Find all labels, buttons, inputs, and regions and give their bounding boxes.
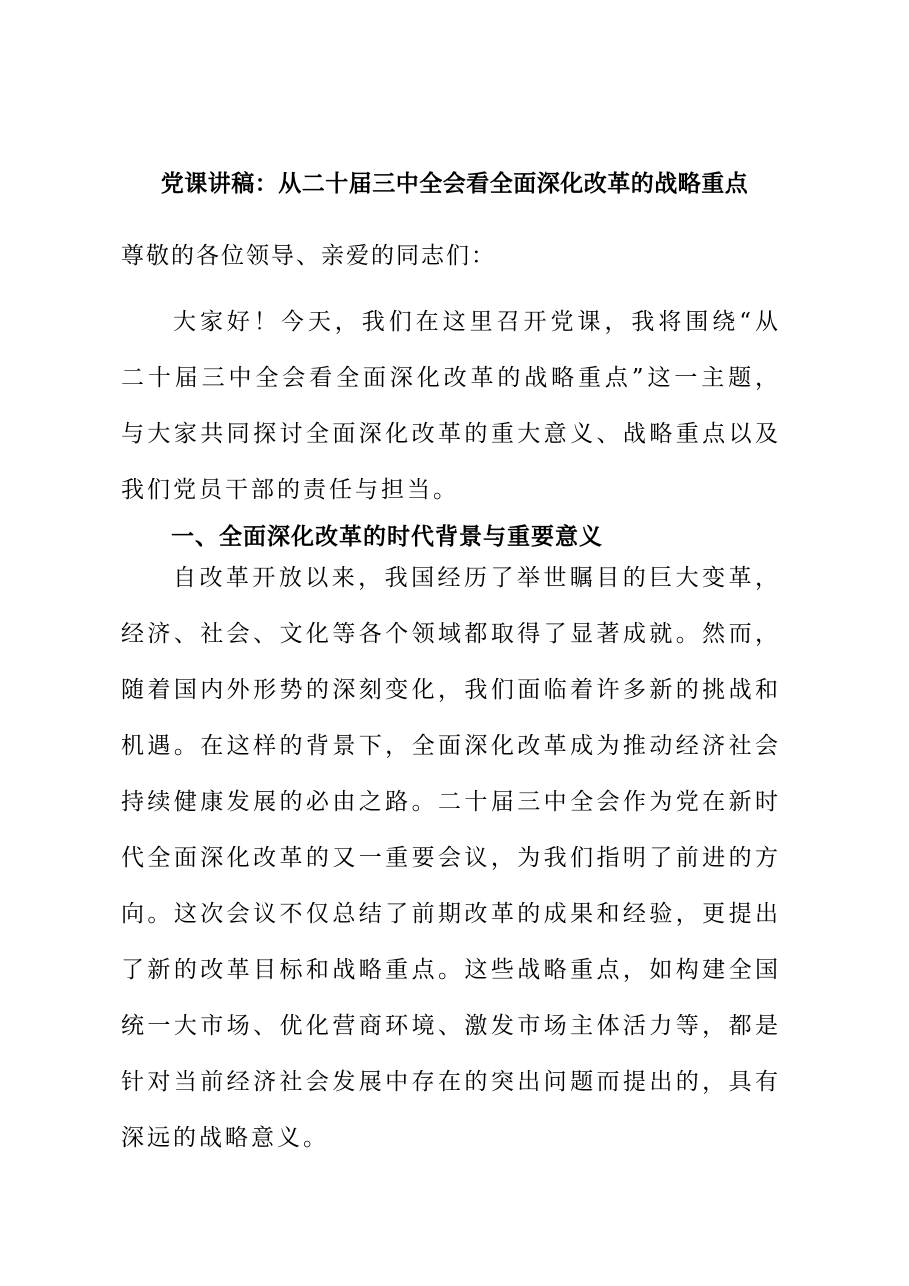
intro-paragraph: 大家好！今天，我们在这里召开党课，我将围绕“从二十届三中全会看全面深化改革的战略重点”这一主题，与大家共同探讨全面深化改革的重大意义、战略重点以及我们党员干部的责任与担当。 xyxy=(121,309,781,503)
section-heading: 一、全面深化改革的时代背景与重要意义 xyxy=(171,524,603,550)
document-title: 党课讲稿：从二十届三中全会看全面深化改革的战略重点 xyxy=(160,171,749,197)
greeting-line: 尊敬的各位领导、亲爱的同志们： xyxy=(121,243,496,269)
body-paragraph: 自改革开放以来，我国经历了举世瞩目的巨大变革，经济、社会、文化等各个领域都取得了显著成就。然而，随着国内外形势的深刻变化，我们面临着许多新的挑战和机遇。在这样的背景下，全面深化改革成为推动经济社会持续健康发展的必由之路。二十届三中全会作为党在新时代全面深化改革的又一重要会议，为我们指明了前进的方向。这次会议不仅总结了前期改革的成果和经验，更提出了新的改革目标和战略重点。这些战略重点，如构建全国统一大市场、优化营商环境、激发市场主体活力等，都是针对当前经济社会发展中存在的突出问题而提出的，具有深远的战略意义。 xyxy=(121,565,781,1151)
